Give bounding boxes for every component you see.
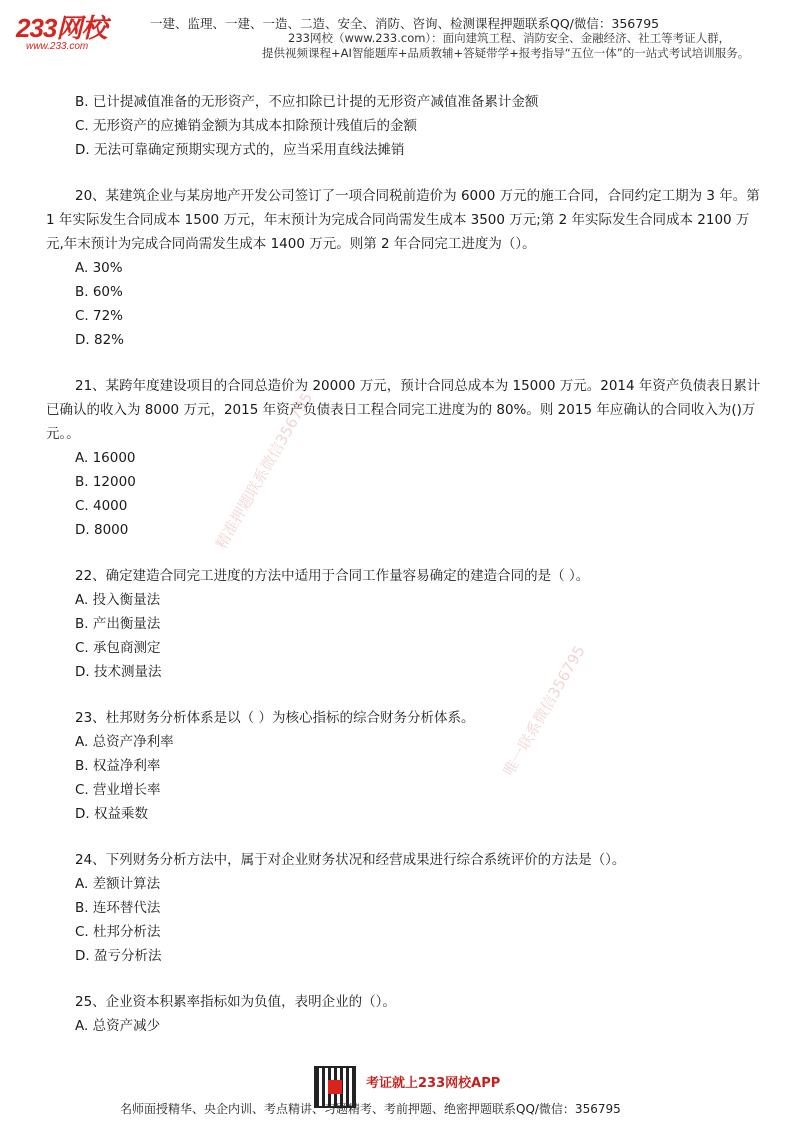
option: A. 投入衡量法 bbox=[75, 592, 161, 608]
question-stem: 22、确定建造合同完工进度的方法中适用于合同工作量容易确定的建造合同的是（ ）。 bbox=[75, 568, 590, 584]
logo-text: 233网校 bbox=[16, 13, 107, 43]
question-20 bbox=[46, 184, 766, 352]
header-contact-line: 一建、监理、一建、一造、二造、安全、消防、咨询、检测课程押题联系QQ/微信：356795 bbox=[150, 16, 660, 31]
question-stem: 21、某跨年度建设项目的合同总造价为 20000 万元，预计合同总成本为 15000 万元。2014 年资产负债表日累计已确认的收入为 8000 万元，2015 年资产负债表日工程合同完工进度为的 80%。则 2015 年应确认的合同收入为()万元。。 bbox=[46, 378, 761, 442]
option: D. 技术测量法 bbox=[75, 664, 162, 680]
question-23 bbox=[46, 706, 766, 826]
option: D. 8000 bbox=[75, 522, 129, 538]
option: D. 权益乘数 bbox=[75, 806, 148, 822]
question-24 bbox=[46, 848, 766, 968]
option: C. 无形资产的应摊销金额为其成本扣除预计残值后的金额 bbox=[75, 118, 418, 134]
question-25 bbox=[46, 990, 766, 1038]
option: B. 12000 bbox=[75, 474, 136, 490]
previous-question-options bbox=[46, 90, 766, 162]
watermark: 唯一联系微信356795 bbox=[499, 642, 589, 780]
option: B. 60% bbox=[75, 284, 123, 300]
option: C. 72% bbox=[75, 308, 124, 324]
question-22 bbox=[46, 564, 766, 684]
option: C. 杜邦分析法 bbox=[75, 924, 161, 940]
question-stem: 20、某建筑企业与某房地产开发公司签订了一项合同税前造价为 6000 万元的施工合同，合同约定工期为 3 年。第 1 年实际发生合同成本 1500 万元，年末预计为完成合同尚需发生成本 3500 万元;第 2 年实际发生合同成本 2100 万元,年末预计为完成合同尚需发生成本 1400 万元。则第 2 年合同完工进度为（）。 bbox=[46, 188, 760, 252]
option: D. 无法可靠确定预期实现方式的，应当采用直线法摊销 bbox=[75, 142, 405, 158]
watermark: 精准押题联系微信356795 bbox=[211, 389, 317, 553]
option: A. 差额计算法 bbox=[75, 876, 161, 892]
page-footer bbox=[0, 1060, 800, 1131]
option: D. 82% bbox=[75, 332, 124, 348]
option: C. 承包商测定 bbox=[75, 640, 161, 656]
option: B. 产出衡量法 bbox=[75, 616, 161, 632]
app-slogan: 考证就上233网校APP bbox=[366, 1076, 501, 1091]
option: A. 30% bbox=[75, 260, 123, 276]
exam-content bbox=[46, 90, 766, 1038]
option: C. 营业增长率 bbox=[75, 782, 161, 798]
question-21 bbox=[46, 374, 766, 542]
option: D. 盈亏分析法 bbox=[75, 948, 162, 964]
logo-url: www.233.com bbox=[26, 41, 89, 52]
option: B. 已计提减值准备的无形资产，不应扣除已计提的无形资产减值准备累计金额 bbox=[75, 94, 539, 110]
question-stem: 23、杜邦财务分析体系是以（ ）为核心指标的综合财务分析体系。 bbox=[75, 710, 475, 726]
question-stem: 25、企业资本积累率指标如为负值，表明企业的（）。 bbox=[75, 994, 396, 1010]
brand-logo[interactable] bbox=[16, 14, 136, 54]
option: B. 连环替代法 bbox=[75, 900, 161, 916]
option: A. 总资产净利率 bbox=[75, 734, 174, 750]
question-stem: 24、下列财务分析方法中，属于对企业财务状况和经营成果进行综合系统评价的方法是（）。 bbox=[75, 852, 626, 868]
option: B. 权益净利率 bbox=[75, 758, 161, 774]
header-intro-line: 233网校（www.233.com）：面向建筑工程、消防安全、金融经济、社工等考证人群， bbox=[288, 31, 731, 45]
page-header bbox=[0, 0, 800, 70]
header-service-line: 提供视频课程+AI智能题库+品质教辅+答疑带学+报考指导“五位一体”的一站式考试培训服务。 bbox=[262, 46, 750, 60]
option: A. 总资产减少 bbox=[75, 1018, 161, 1034]
option: A. 16000 bbox=[75, 450, 136, 466]
option: C. 4000 bbox=[75, 498, 128, 514]
footer-contact-line: 名师面授精华、央企内训、考点精讲、习题精考、考前押题、绝密押题联系QQ/微信：356795 bbox=[120, 1102, 621, 1116]
